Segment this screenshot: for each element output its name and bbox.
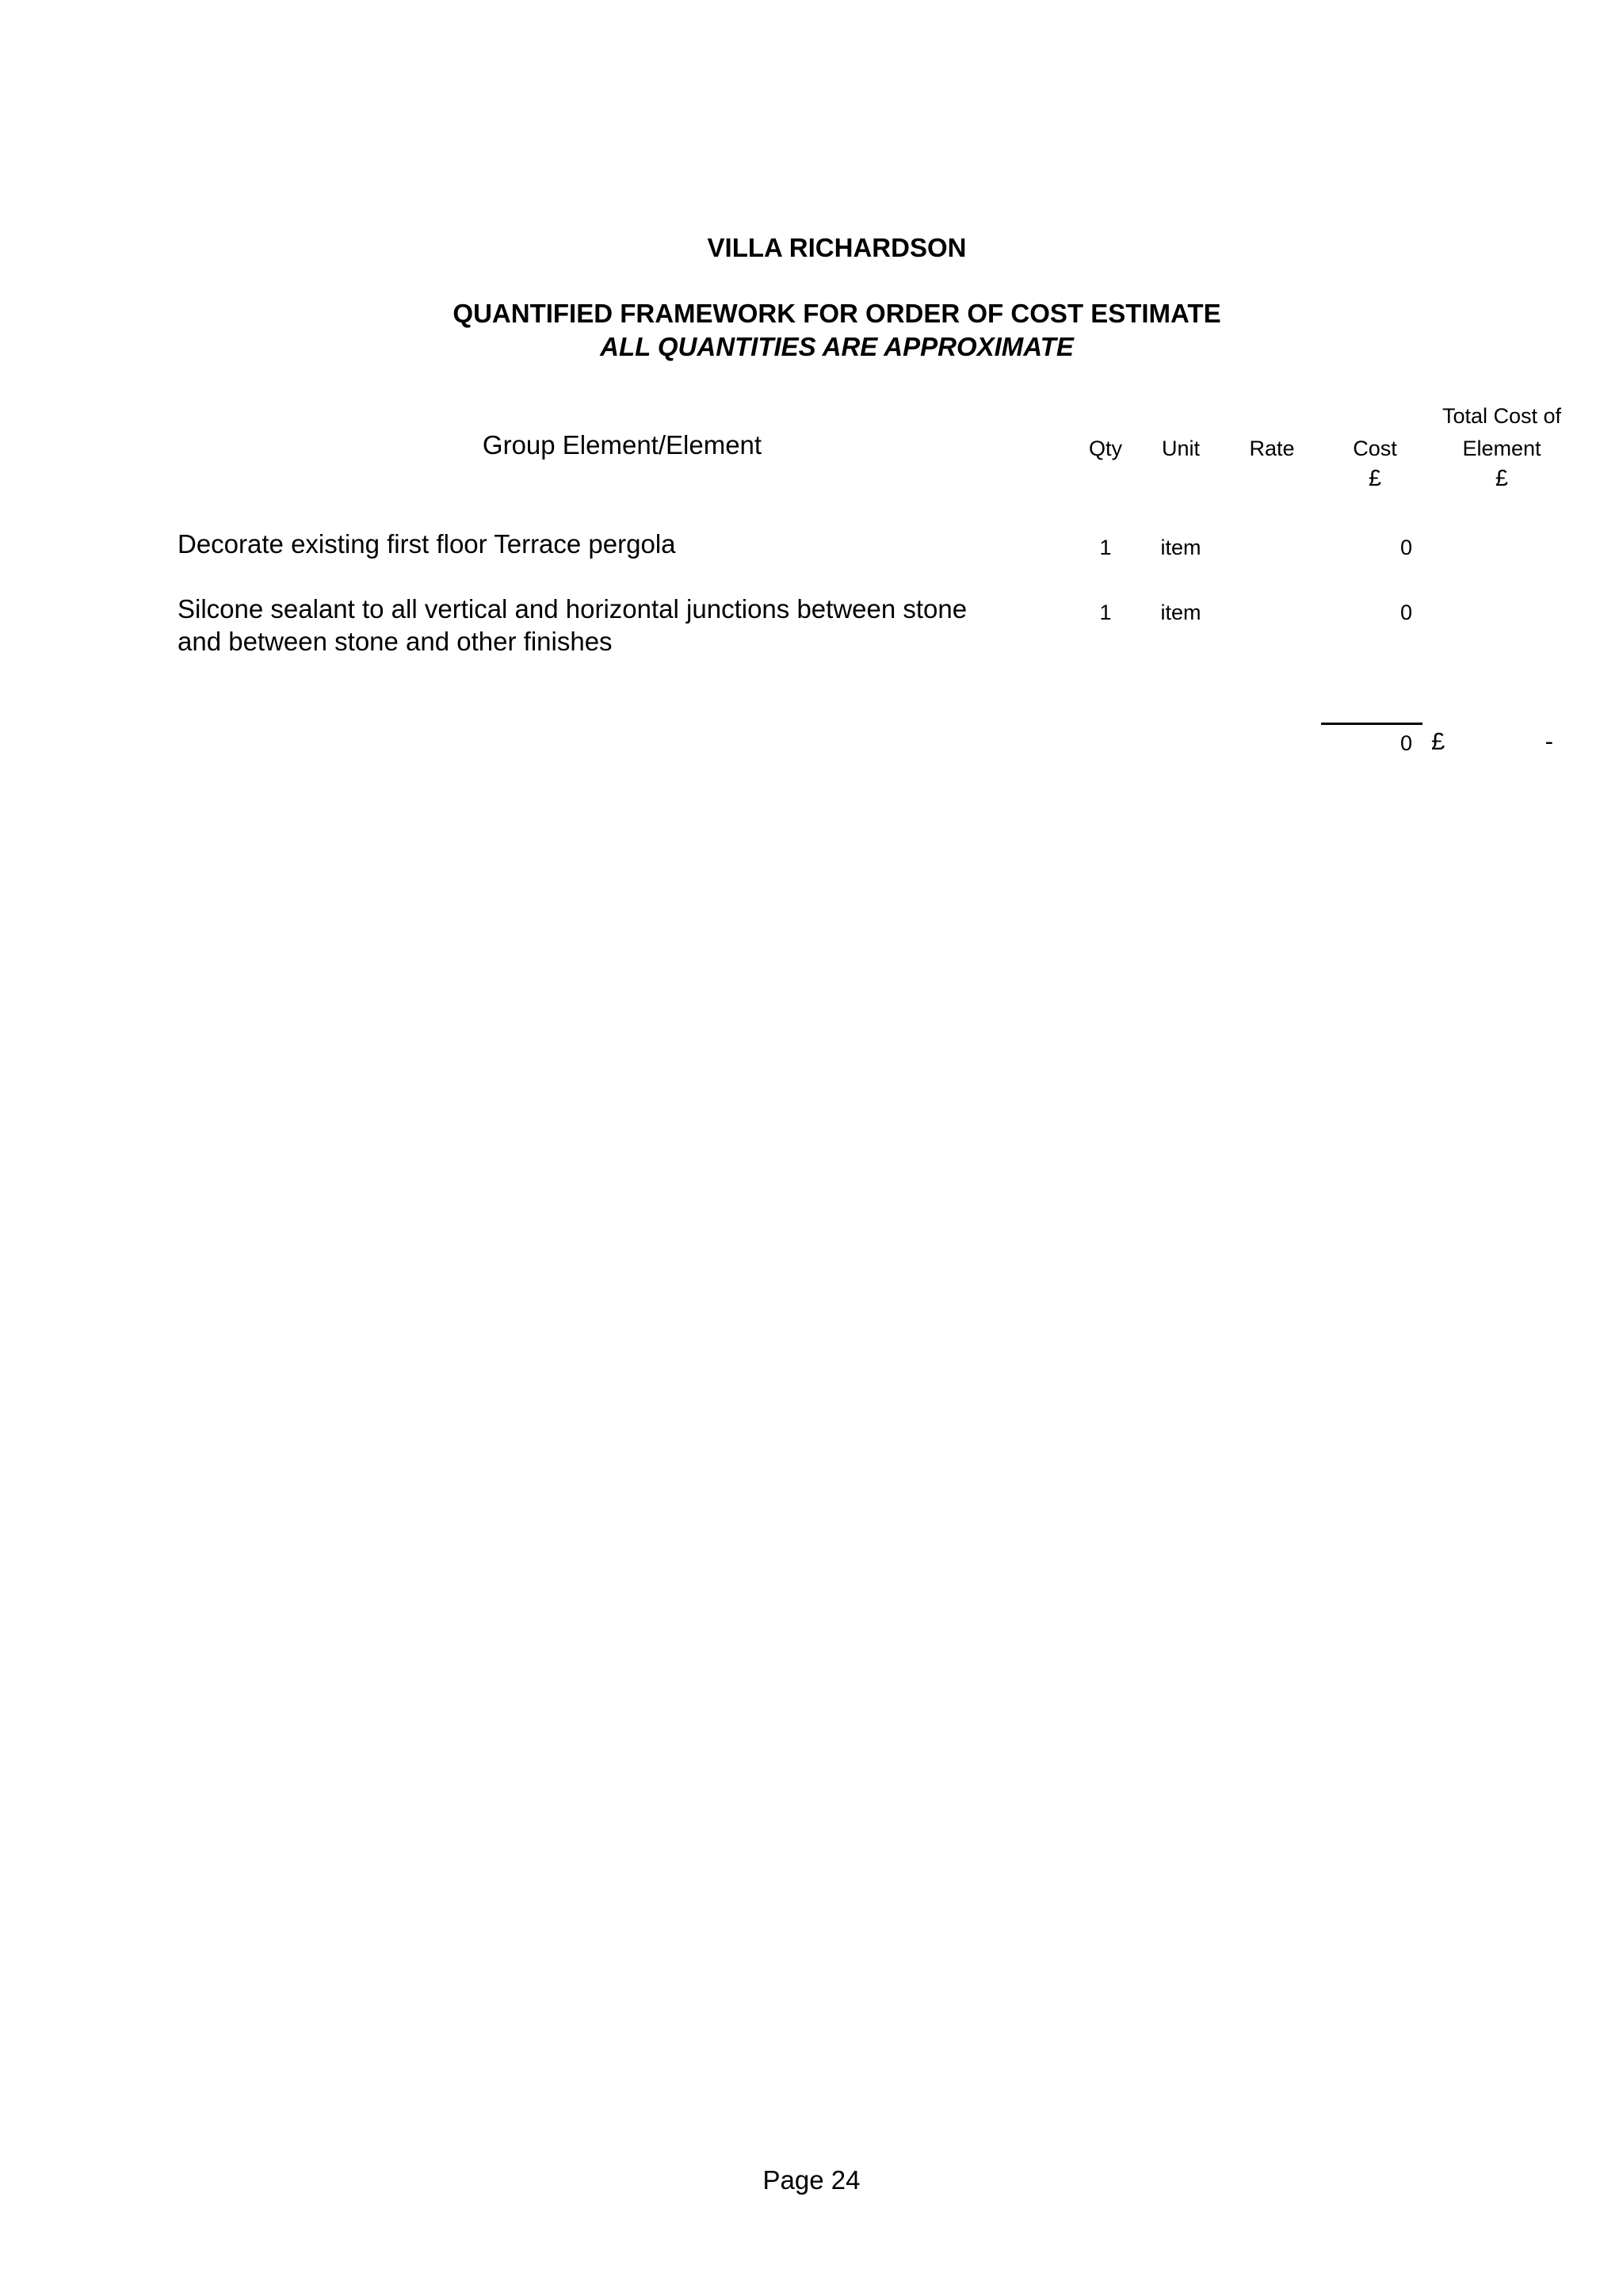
header-total-cost-line2: Element: [1462, 437, 1541, 460]
quantities-note: ALL QUANTITIES ARE APPROXIMATE: [600, 332, 1074, 361]
row-cost: 0: [1400, 536, 1412, 559]
row-description: Silcone sealant to all vertical and horizontal junctions between stone and between stone and other finishes: [178, 594, 968, 656]
header-cost-currency: £: [1368, 466, 1382, 491]
row-unit: item: [1160, 601, 1201, 624]
row-unit: item: [1160, 536, 1201, 559]
subtotal-rule: [1321, 723, 1423, 725]
header-total-currency: £: [1495, 466, 1509, 491]
row-description: Decorate existing first floor Terrace pergola: [178, 529, 676, 559]
page-number: Page 24: [762, 2165, 861, 2195]
header-group-element: Group Element/Element: [482, 430, 762, 460]
header-rate: Rate: [1249, 437, 1295, 460]
document-subtitle: QUANTIFIED FRAMEWORK FOR ORDER OF COST ESTIMATE: [453, 299, 1221, 328]
subtotal-total: -: [1545, 727, 1553, 755]
header-unit: Unit: [1161, 437, 1200, 460]
header-total-cost-line1: Total Cost of: [1442, 404, 1562, 428]
document-title: VILLA RICHARDSON: [707, 233, 967, 262]
row-qty: 1: [1099, 536, 1112, 559]
header-qty: Qty: [1088, 437, 1122, 460]
row-qty: 1: [1099, 601, 1112, 624]
subtotal-currency: £: [1431, 727, 1445, 755]
header-cost: Cost: [1353, 437, 1397, 460]
subtotal-cost: 0: [1400, 731, 1412, 755]
row-cost: 0: [1400, 601, 1412, 624]
